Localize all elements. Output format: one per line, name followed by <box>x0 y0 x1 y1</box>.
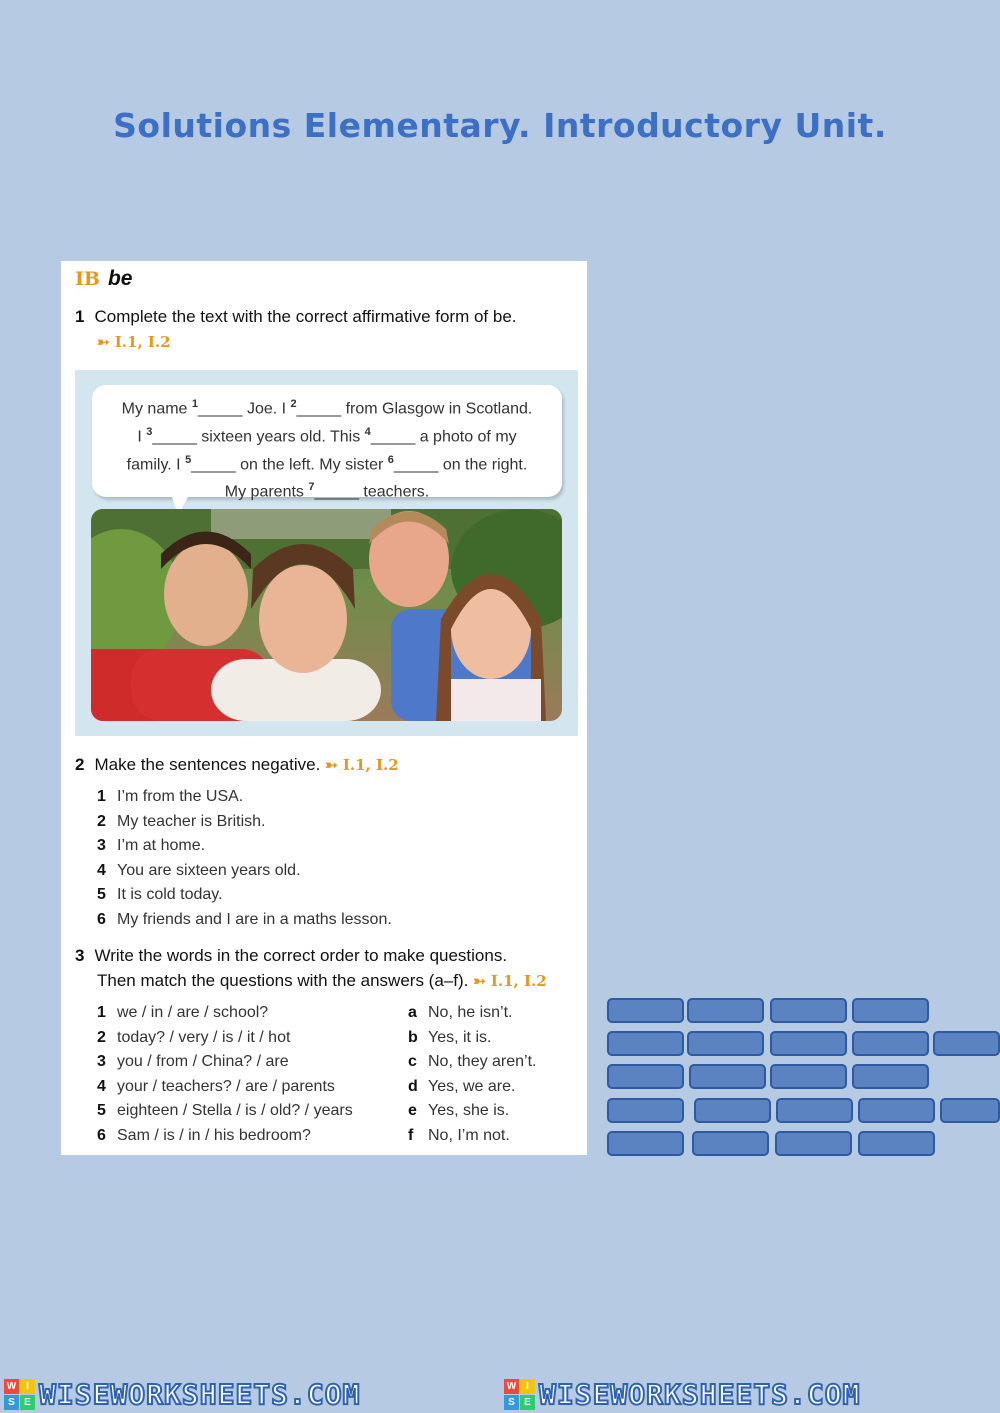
answer-slot[interactable] <box>770 1031 847 1056</box>
section-word: be <box>107 267 133 290</box>
grammar-reference: ➳ I.1, I.2 <box>473 972 547 990</box>
answer-slot[interactable] <box>770 998 847 1023</box>
list-item: 2 My teacher is British. <box>97 812 266 830</box>
list-item: b Yes, it is. <box>408 1028 492 1046</box>
exercise-3-answers <box>408 1001 537 1149</box>
worksheet-page <box>61 261 587 1155</box>
answer-slot[interactable] <box>852 1031 929 1056</box>
answer-slot[interactable] <box>607 1131 684 1156</box>
answer-slot[interactable] <box>940 1098 1000 1123</box>
exercise-1-panel <box>75 370 578 736</box>
answer-slot[interactable] <box>607 998 684 1023</box>
list-item: 6 Sam / is / in / his bedroom? <box>97 1126 311 1144</box>
answer-slot[interactable] <box>933 1031 1000 1056</box>
section-code: IB <box>75 268 100 290</box>
list-item: c No, they aren’t. <box>408 1053 537 1071</box>
family-photo <box>91 509 562 721</box>
answer-slot[interactable] <box>687 998 764 1023</box>
exercise-2-list <box>97 785 392 933</box>
answer-slot[interactable] <box>694 1098 771 1123</box>
answer-slot[interactable] <box>689 1064 766 1089</box>
family-photo-illustration <box>91 509 562 721</box>
answer-slot[interactable] <box>852 1064 929 1089</box>
list-item: 1 I’m from the USA. <box>97 788 244 805</box>
answer-slot[interactable] <box>852 998 929 1023</box>
list-item: 4 your / teachers? / are / parents <box>97 1077 335 1095</box>
answer-slot[interactable] <box>775 1131 852 1156</box>
list-item: d Yes, we are. <box>408 1077 516 1095</box>
answer-slot[interactable] <box>858 1098 935 1123</box>
list-item: 5 It is cold today. <box>97 886 223 904</box>
list-item: 1 we / in / are / school? <box>97 1004 269 1021</box>
list-item: 6 My friends and I are in a maths lesson. <box>97 910 392 928</box>
exercise-1-instruction: 1 Complete the text with the correct affirmative form of be. ➳ I.1, I.2 <box>75 307 517 351</box>
list-item: 3 I’m at home. <box>97 837 206 855</box>
answer-slot[interactable] <box>770 1064 847 1089</box>
brand-logo <box>0 1378 500 1411</box>
brand-text: WISEWORKSHEETS.COM <box>39 1378 361 1411</box>
answer-slot[interactable] <box>607 1098 684 1123</box>
brand-text: WISEWORKSHEETS.COM <box>539 1378 861 1411</box>
answer-slot[interactable] <box>776 1098 853 1123</box>
list-item: f No, I’m not. <box>408 1126 510 1144</box>
speech-bubble: My name $^1$_____ Joe. I $^2$_____ from Glasgow in Scotland. I $^3$_____ sixteen years old. This $^4$_____ a photo of my family. I $^5$_____ on the left. My sister $^6$_____ on the right. My parents $^7$_____ teachers. <box>92 385 562 497</box>
brand-logo-icon: W I S E <box>504 1379 535 1410</box>
answer-slot[interactable] <box>692 1131 769 1156</box>
list-item: 3 you / from / China? / are <box>97 1053 289 1071</box>
exercise-3-instruction: 3 Write the words in the correct order to make questions. Then match the questions with the answers (a–f). ➳ I.1, I.2 <box>75 946 547 990</box>
answer-slot[interactable] <box>687 1031 764 1056</box>
exercise-3-questions <box>97 1001 353 1149</box>
page-title: Solutions Elementary. Introductory Unit. <box>113 106 887 145</box>
answer-slot[interactable] <box>607 1064 684 1089</box>
answer-slot[interactable] <box>607 1031 684 1056</box>
brand-logo-icon: W I S E <box>4 1379 35 1410</box>
grammar-reference: ➳ I.1, I.2 <box>97 333 171 351</box>
grammar-reference: ➳ I.1, I.2 <box>325 756 399 774</box>
exercise-2-instruction: 2 Make the sentences negative. ➳ I.1, I.2 <box>75 755 399 774</box>
list-item: a No, he isn’t. <box>408 1004 513 1021</box>
footer-watermark <box>0 1376 1000 1413</box>
brand-logo <box>500 1378 1000 1411</box>
list-item: 5 eighteen / Stella / is / old? / years <box>97 1102 353 1120</box>
section-heading <box>75 267 132 291</box>
list-item: e Yes, she is. <box>408 1102 510 1120</box>
answer-slot[interactable] <box>858 1131 935 1156</box>
list-item: 2 today? / very / is / it / hot <box>97 1028 291 1046</box>
list-item: 4 You are sixteen years old. <box>97 861 301 879</box>
